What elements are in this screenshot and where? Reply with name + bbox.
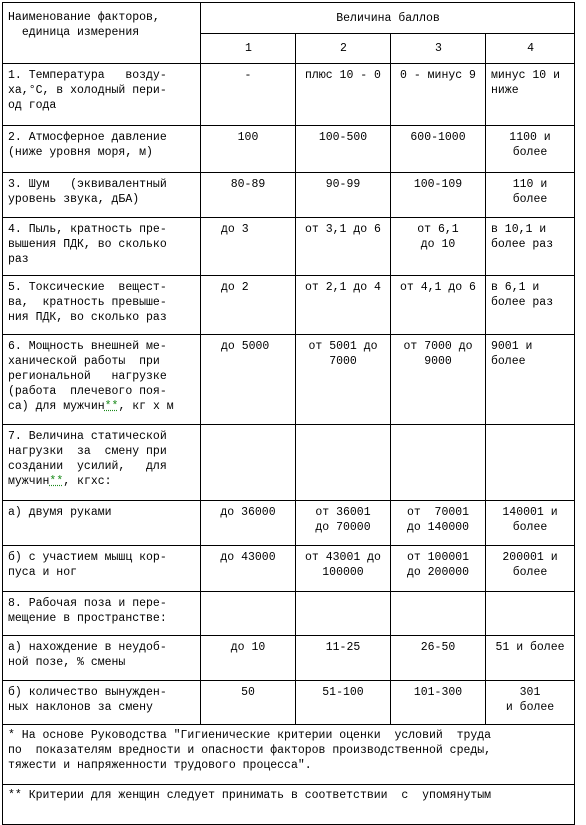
- value-cell: [201, 425, 296, 501]
- value-cell: 9001 и более: [486, 335, 575, 425]
- value-cell: 200001 и более: [486, 546, 575, 592]
- value-cell: до 36000: [201, 501, 296, 546]
- value-cell: 600-1000: [391, 126, 486, 173]
- value-cell: 51 и более: [486, 636, 575, 681]
- value-cell: [296, 425, 391, 501]
- value-cell: [486, 425, 575, 501]
- value-cell: 301 и более: [486, 681, 575, 725]
- value-cell: до 3: [201, 218, 296, 276]
- factor-cell: а) нахождение в неудоб- ной позе, % смены: [3, 636, 201, 681]
- value-cell: от 36001 до 70000: [296, 501, 391, 546]
- hazard-factors-table: [2, 2, 575, 825]
- score-number: 4: [486, 34, 575, 64]
- factor-cell: [3, 335, 201, 425]
- footnote-row: [3, 785, 575, 825]
- value-cell: от 6,1 до 10: [391, 218, 486, 276]
- factor-cell: а) двумя руками: [3, 501, 201, 546]
- table-row: [3, 636, 575, 681]
- value-cell: от 5001 до 7000: [296, 335, 391, 425]
- value-cell: 100: [201, 126, 296, 173]
- value-cell: от 7000 до 9000: [391, 335, 486, 425]
- factor-column-header: Наименование факторов, единица измерения: [3, 3, 201, 64]
- score-number: 3: [391, 34, 486, 64]
- value-cell: 1100 и более: [486, 126, 575, 173]
- table-row: [3, 335, 575, 425]
- score-number: 1: [201, 34, 296, 64]
- factor-cell: 8. Рабочая поза и пере- мещение в пространстве:: [3, 592, 201, 636]
- value-cell: от 43001 до 100000: [296, 546, 391, 592]
- value-cell: от 100001 до 200000: [391, 546, 486, 592]
- footnote-1: * На основе Руководства "Гигиенические критерии оценки условий труда по показателям вредности и опасности факторов производственной среды, тяжести и напряженности трудового процесса".: [3, 725, 575, 785]
- value-cell: плюс 10 - 0: [296, 64, 391, 126]
- value-cell: в 6,1 и более раз: [486, 276, 575, 335]
- value-cell: [391, 592, 486, 636]
- value-cell: в 10,1 и более раз: [486, 218, 575, 276]
- value-cell: от 4,1 до 6: [391, 276, 486, 335]
- table-header-row: [3, 3, 575, 34]
- factor-unit: , кг х м: [118, 400, 174, 413]
- value-cell: от 70001 до 140000: [391, 501, 486, 546]
- value-cell: 11-25: [296, 636, 391, 681]
- value-cell: 100-500: [296, 126, 391, 173]
- score-number: 2: [296, 34, 391, 64]
- value-cell: 101-300: [391, 681, 486, 725]
- value-cell: 80-89: [201, 173, 296, 218]
- table-row: [3, 592, 575, 636]
- value-cell: [391, 425, 486, 501]
- factor-text: 7. Величина статической нагрузки за смену при создании усилий, для мужчин: [8, 430, 167, 488]
- value-cell: 90-99: [296, 173, 391, 218]
- factor-cell: б) с участием мышц кор- пуса и ног: [3, 546, 201, 592]
- footnote-ref-link[interactable]: **: [104, 400, 119, 413]
- value-cell: [296, 592, 391, 636]
- value-cell: [201, 592, 296, 636]
- factor-cell: [3, 425, 201, 501]
- value-cell: от 3,1 до 6: [296, 218, 391, 276]
- table-row: [3, 501, 575, 546]
- value-cell: до 43000: [201, 546, 296, 592]
- table-row: [3, 126, 575, 173]
- value-cell: 140001 и более: [486, 501, 575, 546]
- footnote-row: [3, 725, 575, 785]
- factor-cell: 2. Атмосферное давление (ниже уровня моря, м): [3, 126, 201, 173]
- value-cell: от 2,1 до 4: [296, 276, 391, 335]
- factor-cell: 1. Температура возду- ха,°C, в холодный пери- од года: [3, 64, 201, 126]
- value-cell: до 5000: [201, 335, 296, 425]
- factor-unit: , кгхс:: [63, 475, 112, 488]
- table-row: [3, 546, 575, 592]
- value-cell: [486, 592, 575, 636]
- score-column-header: Величина баллов: [201, 3, 575, 34]
- value-cell: 51-100: [296, 681, 391, 725]
- value-cell: до 2: [201, 276, 296, 335]
- table-row: [3, 681, 575, 725]
- value-cell: 0 - минус 9: [391, 64, 486, 126]
- table-row: [3, 276, 575, 335]
- value-cell: минус 10 и ниже: [486, 64, 575, 126]
- value-cell: 110 и более: [486, 173, 575, 218]
- footnote-2: ** Критерии для женщин следует принимать в соответствии с упомянутым: [3, 785, 575, 825]
- value-cell: 26-50: [391, 636, 486, 681]
- table-row: [3, 218, 575, 276]
- table-row: [3, 425, 575, 501]
- factor-text: 6. Мощность внешней ме- ханической работы при региональной нагрузке (работа плечевого поя- са) для мужчин: [8, 340, 167, 413]
- factor-cell: б) количество вынужден- ных наклонов за смену: [3, 681, 201, 725]
- table-row: [3, 64, 575, 126]
- value-cell: до 10: [201, 636, 296, 681]
- value-cell: 50: [201, 681, 296, 725]
- factor-cell: 4. Пыль, кратность пре- вышения ПДК, во сколько раз: [3, 218, 201, 276]
- factor-cell: 5. Токсические вещест- ва, кратность превыше- ния ПДК, во сколько раз: [3, 276, 201, 335]
- value-cell: 100-109: [391, 173, 486, 218]
- footnote-ref-link[interactable]: **: [49, 475, 64, 488]
- value-cell: -: [201, 64, 296, 126]
- factor-cell: 3. Шум (эквивалентный уровень звука, дБА): [3, 173, 201, 218]
- table-row: [3, 173, 575, 218]
